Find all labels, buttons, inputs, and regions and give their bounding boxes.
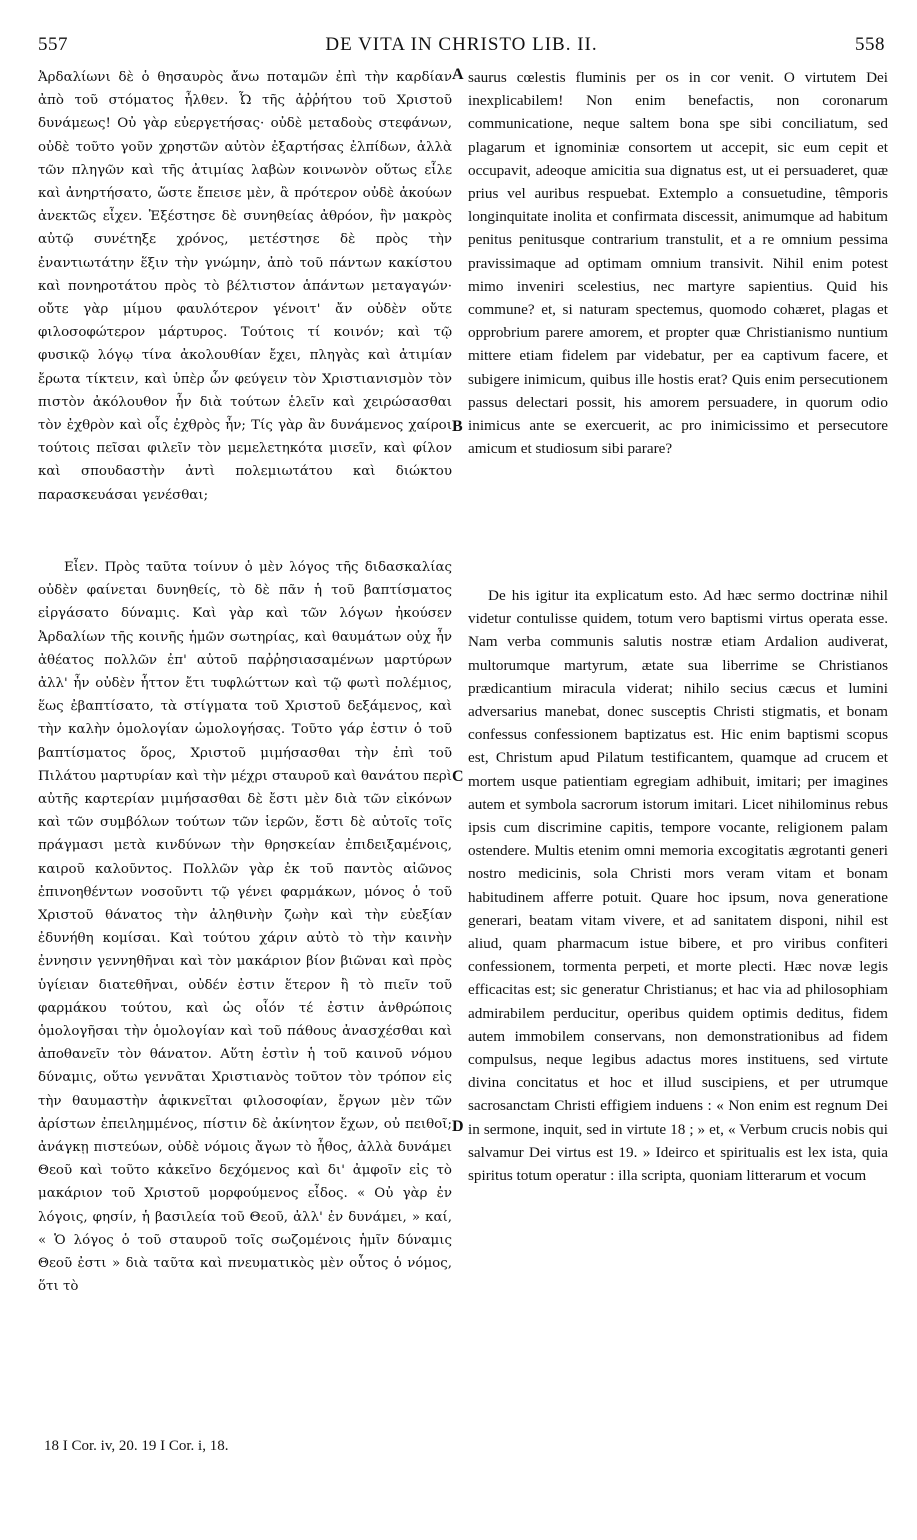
greek-paragraph-1: Ἀρδαλίωνι δὲ ὁ θησαυρὸς ἄνω ποταμῶν ἐπὶ τὴν καρδίαν ἀπὸ τοῦ στόματος ἦλθεν. Ὦ τῆς ἀῤῥήτου τοῦ Χριστοῦ δυνάμεως! Οὐ γὰρ εὐεργετήσας· οὐδὲ μεταδοὺς στεφάνων, οὐδὲ τοῦτο γοῦν χρηστῶν αὐτὸν ἐξαρτήσας ἐλπίδων, ἀλλὰ τῶν πληγῶν καὶ τῆς ἀτιμίας λαβὼν κοινωνὸν οὕτως εἷλε καὶ ἀνηρτήσατο, ὥστε ἔπεισε μὲν, ἃ πρότερον οὐδὲ ἀκούων ἀνεκτῶς εἶχεν. Ἐξέστησε δὲ συνηθείας ἀθρόον, ἣν μακρὸς αὐτῷ συνέτηξε χρόνος, μετέστησε δὲ πρὸς τὴν ἐναντιωτάτην ἕξιν τὴν γνώμην, ἀπὸ τοῦ πάντων κακίστου καὶ πονηροτάτου πρὸς τὸ βέλτιστον ἁπάντων μεταγαγών· οὔτε γὰρ μίμου φαυλότερον γένοιτ' ἄν οὐδὲν οὔτε φιλοσοφώτερον μάρτυρος. Τούτοις τί κοινόν; καὶ τῷ φυσικῷ λόγῳ τίνα ἀκολουθίαν ἔχει, πληγὰς καὶ ἀτιμίαν ἔρωτα τίκτειν, καὶ ὑπὲρ ὧν φεύγειν τὸν Χριστιανισμὸν τὸν πιστὸν ἀκόλουθον ἦν διὰ τούτων ἑλεῖν καὶ χειρώσασθαι τὸν ἐχθρὸν καὶ οἷς ἐχθρὸς ἦν; Τίς γὰρ ἂν δυνάμενος χαίροι τούτοις πεῖσαι φιλεῖν τὸν μεμελετηκότα μισεῖν, καὶ φίλον καὶ σπουδαστὴν ἀντὶ πολεμιωτάτου καὶ διώκτου παρασκευάσαι γενέσθαι; [38, 70, 452, 503]
latin-paragraph-1: saurus cœlestis fluminis per os in cor venit. O virtutem Dei inexplicabilem! Non enim benefactis, non coronarum communicatione, neque saltem bona spe sibi conciliatum, sed plagarum et ignominiæ consortem ut accepit, sic eum cepit et occupavit, adeoque amicitia sua dignatus est, ut ei persuaderet, quæ prius vel auribus respuebat. Extemplo a consuetudine, têmporis longinquitate inolita et confirmata discessit, animumque ad habitum penitus penitusque contrarium transtulit, et a re omnium pessima pravissimaque ad optimam omnium transivit. Nihil enim potest mimo inveniri scelestius, nec martyre sapientius. Quid his commune? et, si naturam spectemus, quomodo cohæret, plagas et opprobrium parere amorem, et propter quæ Christianismo nuntium mittere etiam fidelem par videbatur, per ea captivum facere, et subigere inimicum, quibus ille hostis erat? Quis enim persecutionem passus delectari possit, his amorem persuadere, in quorum odio inimicus ante se exercuerit, ac pro inimicissimo et persecutore amicum et studiosum sibi parare? [468, 69, 888, 458]
greek-column [38, 66, 452, 1299]
running-head [38, 34, 885, 56]
section-marker-a: A [452, 66, 464, 83]
footnotes: 18 I Cor. iv, 20. 19 I Cor. i, 18. [44, 1438, 229, 1454]
running-title: DE VITA IN CHRISTO LIB. II. [325, 34, 598, 55]
section-marker-c: C [452, 768, 464, 785]
section-marker-d: D [452, 1118, 464, 1135]
page-number-left: 557 [38, 34, 68, 55]
greek-paragraph-2: Εἶεν. Πρὸς ταῦτα τοίνυν ὁ μὲν λόγος τῆς διδασκαλίας οὐδὲν φαίνεται δυνηθείς, τὸ δὲ πᾶν ἡ τοῦ βαπτίσματος εἰργάσατο δύναμις. Καὶ γὰρ καὶ τῶν λόγων ἠκούσεν Ἀρδαλίων τῆς κοινῆς ἡμῶν σωτηρίας, καὶ θαυμάτων οὐχ ἦν ἀθέατος πολλῶν ἐπ' αὐτοῦ παῤῥησιασαμένων μαρτύρων ἀλλ' ἦν οὐδὲν ἧττον ἔτι τυφλώττων καὶ τῷ φωτὶ πολέμιος, ἕως ἐβαπτίσατο, τὰ στίγματα τοῦ Χριστοῦ δεξάμενος, καὶ τὴν καλὴν ὁμολογίαν ὡμολογήσας. Τοῦτο γάρ ἐστιν ὁ τοῦ βαπτίσματος ὅρος, Χριστοῦ μιμήσασθαι τὴν ἐπὶ τοῦ Πιλάτου μαρτυρίαν καὶ τὴν μέχρι σταυροῦ καὶ θανάτου περὶ αὐτῆς καρτερίαν μιμήσασθαι δὲ ἔστι μὲν διὰ τῶν εἰκόνων καὶ τῶν συμβόλων τούτων τῶν ἱερῶν, ἔστι δὲ αὐτοῖς τοῖς πράγμασι μετὰ κινδύνων τὴν θρησκείαν ἐπιδειξαμένοις, καιροῦ καλοῦντος. Πολλῶν γὰρ ἐκ τοῦ παντὸς αἰῶνος ἐπινοηθέντων νοσοῦντι τῷ γένει φαρμάκων, μόνος ὁ τοῦ Χριστοῦ θάνατος τὴν ἀληθινὴν ζωὴν καὶ τὴν εὐεξίαν ἐδυνήθη κομίσαι. Καὶ τούτου χάριν αὐτὸ τὸ τὴν καινὴν ἐννησιν γεννηθῆναι καὶ τὸν μακάριον βίον βιῶναι καὶ πρὸς ὑγίειαν διατεθῆναι, οὐδέν ἐστιν ἕτερον ἢ τὸ πιεῖν τοῦ φαρμάκου τούτου, καὶ ὡς οἷόν τέ ἐστιν ἀνθρώποις ὁμολογῆσαι τὴν ὁμολογίαν καὶ τοῦ πάθους ἀνασχέσθαι καὶ ἀποθανεῖν τὸν θάνατον. Αὕτη ἐστὶν ἡ τοῦ καινοῦ νόμου δύναμις, οὕτω γεννᾶται Χριστιανὸς τοῦτον τὸν τρόπον εἰς τὴν θαυμαστὴν ἀφικνεῖται φιλοσοφίαν, ἔργων μὲν τῶν ἀρίστων ἐπειλημμένος, πίστιν δὲ ἀκίνητον ἔχων, οὐ πειθοῖ; ἀνάγκῃ πιστεύων, οὐδὲ νόμοις ἄγων τὸ ἦθος, ἀλλὰ δυνάμει Θεοῦ καὶ τοῦτο κἀκεῖνο δεχόμενος καὶ δι' ἀμφοῖν εἰς τὸ μακάριον τοῦ Χριστοῦ μορφούμενος εἶδος. « Οὐ γὰρ ἐν λόγοις, φησίν, ἡ βασιλεία τοῦ Θεοῦ, ἀλλ' ἐν δυνάμει, » καί, « Ὁ λόγος ὁ τοῦ σταυροῦ τοῖς σωζομένοις ἡμῖν δύναμις Θεοῦ ἐστι » διὰ ταῦτα καὶ πνευματικὸς μὲν οὗτος ὁ νόμος, ὅτι τὸ [38, 560, 452, 1295]
latin-column [468, 66, 888, 1187]
page-number-right: 558 [855, 34, 885, 55]
section-marker-b: B [452, 418, 463, 435]
latin-paragraph-2: De his igitur ita explicatum esto. Ad hæc sermo doctrinæ nihil videtur contulisse quidem, totum vero baptismi virtus operata esse. Nam verba communis salutis nostræ etiam Ardalion audiverat, multorumque martyrum, ætate sua liberrime se Christianos prædicantium miracula viderat; nihilo secius cæcus et lumini adversarius manebat, donec susceptis Christi stigmatis, et bonam confessus confessionem baptizatus est. Hic enim baptismi scopus est, Christum apud Pilatum testificantem, quamque ad crucem et mortem usque patientiam egregiam adhibuit, imitari; per imagines autem et symbola sacrorum istorum imitari. Licet nihilominus rebus ipsis cum discrimine capitis, tempore vocante, religionem palam ostendere. Multis etenim omni memoria excogitatis ægrotanti generi nostro medicinis, sola Christi mors veram vitam et bonam habitudinem afferre potuit. Quare hoc ipsum, nova generatione generari, beatam vitam vivere, et ad sanitatem disponi, nihil est aliud, quam pharmacum istue bibere, et pro viribus confiteri confessionem, tormenta perpeti, et morte plecti. Hæc novæ legis efficacitas est; sic generatur Christianus; et hac via ad philosophiam admirabilem perducitur, operibus quidem optimis deditus, fidem autem immobilem conservans, non demonstrationibus ad fidem compulsus, neque legibus adactus mores instituens, sed virtute divina concitatus et hoc et illud suscipiens, et per utrumque sacrosanctam Christi effigiem induens : « Non enim est regnum Dei in sermone, inquit, sed in virtute 18 ; » et, « Verbum crucis nobis qui salvamur Dei virtus est 19. » Ideirco et spiritualis est lex ista, quia spiritus totum operatur : illa scripta, quoniam litterarum et vocum [468, 587, 888, 1185]
